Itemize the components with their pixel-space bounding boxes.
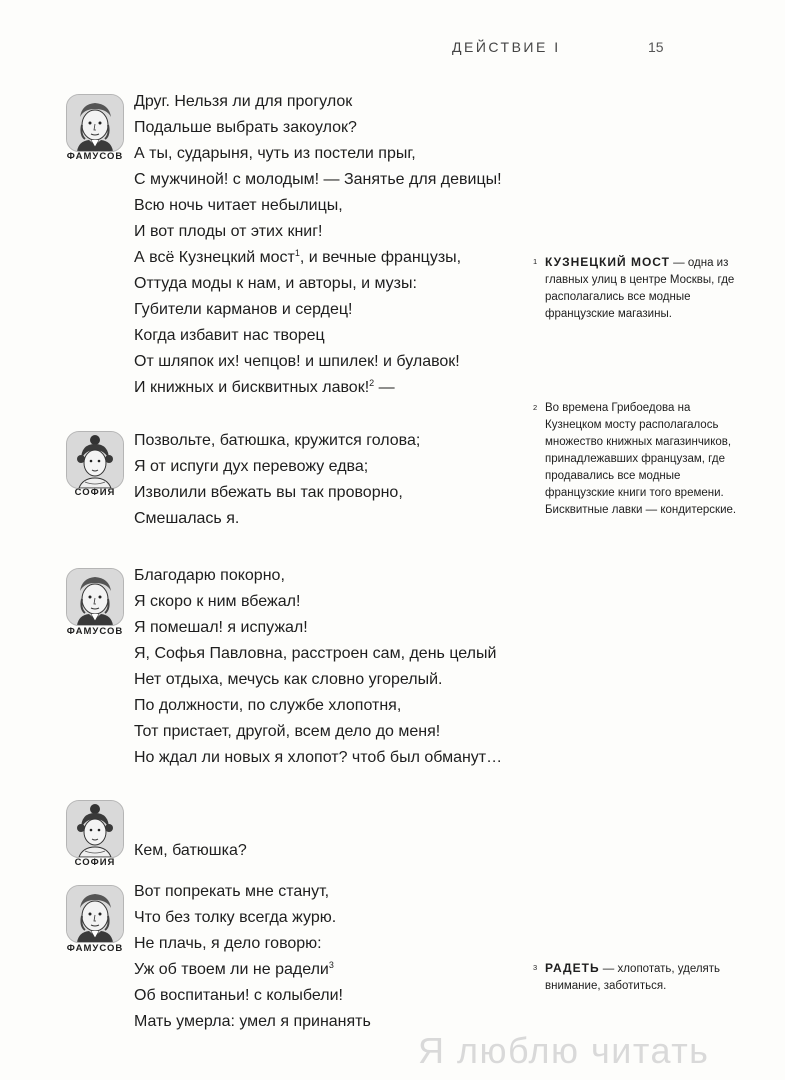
- verse-line: [134, 957, 371, 983]
- verse-line: С мужчиной! с молодым! — Занятье для девицы!: [134, 171, 502, 188]
- verse-line: [134, 375, 502, 401]
- verse-text: , и вечные французы,: [299, 249, 462, 266]
- verse-line: От шляпок их! чепцов! и шпилек! и булавок!: [134, 353, 460, 370]
- verse-line: [134, 245, 502, 271]
- speaker-name: ФАМУСОВ: [66, 943, 124, 954]
- verse-text: Уж об твоем ли не радели: [134, 961, 329, 978]
- footnote-text: Во времена Грибоедова на Кузнецком мосту располагалось множество книжных магазинчиков, принадлежавших французам, где продавались все модные французские книги того времени. Бисквитные лавки — кондитерские.: [545, 402, 737, 516]
- footnote-text: — хлопотать, уделять внимание, заботиться.: [545, 963, 721, 992]
- verse-line: Оттуда моды к нам, и авторы, и музы:: [134, 275, 417, 292]
- verse-line: Я, Софья Павловна, расстроен сам, день целый: [134, 645, 497, 662]
- footnote-number: 1: [533, 257, 538, 266]
- chapter-title: ДЕЙСТВИЕ I: [452, 39, 561, 55]
- verse-line: Что без толку всегда журю.: [134, 909, 337, 926]
- footnote-ref: 3: [328, 960, 334, 970]
- footnote: [533, 960, 750, 995]
- verse-text: А всё Кузнецкий мост: [134, 249, 295, 266]
- footnote-term: РАДЕТЬ: [545, 961, 600, 975]
- verse-line: Об воспитаньи! с колыбели!: [134, 987, 343, 1004]
- verse-line: Подальше выбрать закоулок?: [134, 119, 357, 136]
- footnote-number: 2: [533, 403, 538, 412]
- verse-line: Но ждал ли новых я хлопот? чтоб был обманут…: [134, 749, 503, 766]
- sofia-portrait-icon: [66, 800, 124, 858]
- verse-line: Тот пристает, другой, всем дело до меня!: [134, 723, 441, 740]
- famusov-portrait-icon: [66, 568, 124, 626]
- verse-line: Вот попрекать мне станут,: [134, 883, 330, 900]
- verse-line: Изволили вбежать вы так проворно,: [134, 484, 403, 501]
- speaker-name: СОФИЯ: [74, 857, 116, 868]
- footnote-text: — одна из главных улиц в центре Москвы, где располагались все модные французские магазины.: [545, 257, 735, 320]
- speaker-name: ФАМУСОВ: [66, 626, 124, 637]
- verse-line: Губители карманов и сердец!: [134, 301, 353, 318]
- verse-line: Позвольте, батюшка, кружится голова;: [134, 432, 421, 449]
- footnote-ref: 2: [369, 378, 375, 388]
- verse-line: Друг. Нельзя ли для прогулок: [134, 93, 353, 110]
- verse-text: —: [374, 379, 395, 396]
- verse-lines: [134, 838, 247, 864]
- verse-line: Я помешал! я испужал!: [134, 619, 308, 636]
- verse-line: Не плачь, я дело говорю:: [134, 935, 322, 952]
- speaker-name: ФАМУСОВ: [66, 151, 124, 162]
- footnote: [533, 400, 750, 519]
- verse-text: И книжных и бисквитных лавок!: [134, 379, 370, 396]
- footnote-term: КУЗНЕЦКИЙ МОСТ: [545, 255, 670, 269]
- famusov-portrait-icon: [66, 94, 124, 152]
- verse-line: И вот плоды от этих книг!: [134, 223, 323, 240]
- sofia-portrait-icon: [66, 431, 124, 489]
- watermark: Я люблю читать: [418, 1030, 710, 1071]
- verse-line: Нет отдыха, мечусь как словно угорелый.: [134, 671, 443, 688]
- verse-line: Кем, батюшка?: [134, 842, 247, 859]
- verse-line: Благодарю покорно,: [134, 567, 285, 584]
- verse-line: Всю ночь читает небылицы,: [134, 197, 343, 214]
- verse-line: Я скоро к ним вбежал!: [134, 593, 301, 610]
- page-number: 15: [648, 39, 664, 55]
- footnote: [533, 254, 750, 323]
- verse-line: Я от испуги дух перевожу едва;: [134, 458, 369, 475]
- footnote-ref: 1: [294, 248, 300, 258]
- verse-line: Смешалась я.: [134, 510, 240, 527]
- verse-lines: [134, 563, 502, 771]
- verse-line: По должности, по службе хлопотня,: [134, 697, 402, 714]
- footnote-number: 3: [533, 963, 538, 972]
- verse-lines: [134, 89, 502, 401]
- verse-lines: [134, 428, 420, 532]
- verse-lines: [134, 879, 371, 1035]
- famusov-portrait-icon: [66, 885, 124, 943]
- verse-line: Когда избавит нас творец: [134, 327, 325, 344]
- verse-line: Мать умерла: умел я принанять: [134, 1013, 371, 1030]
- verse-line: А ты, сударыня, чуть из постели прыг,: [134, 145, 416, 162]
- speaker-name: СОФИЯ: [74, 487, 116, 498]
